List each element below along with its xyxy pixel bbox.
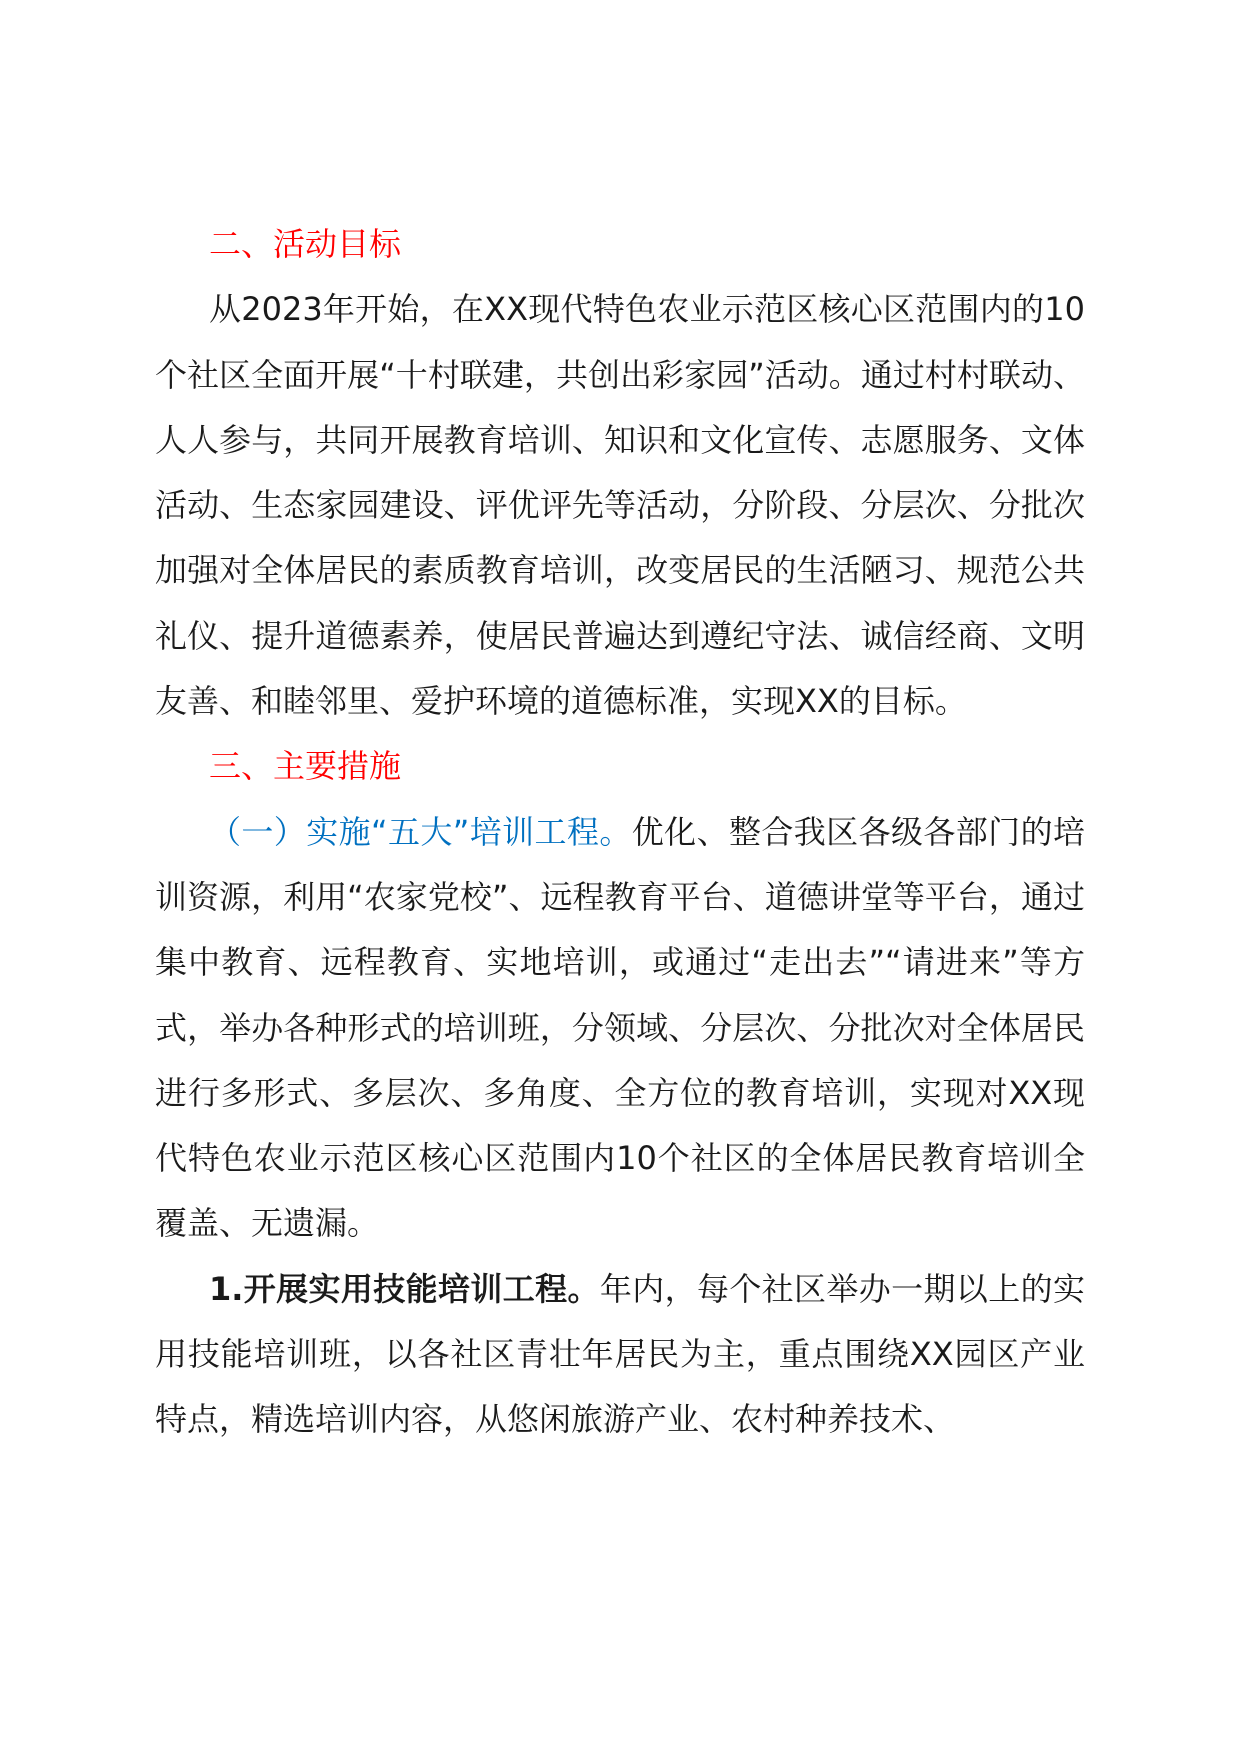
section-heading-measures: 三、主要措施 bbox=[209, 747, 402, 786]
measure-one-title: （一）实施“五大”培训工程。 bbox=[209, 812, 632, 851]
goals-paragraph: 从2023年开始，在XX现代特色农业示范区核心区范围内的10个社区全面开展“十村联建，共创出彩家园”活动。通过村村联动、人人参与，共同开展教育培训、知识和文化宣传、志愿服务、文体活动、生态家园建设、评优评先等活动，分阶段、分层次、分批次加强对全体居民的素质教育培训，改变居民的生活陋习、规范公共礼仪、提升道德素养，使居民普遍达到遵纪守法、诚信经商、文明友善、和睦邻里、爱护环境的道德标准，实现XX的目标。 bbox=[155, 290, 1085, 721]
item-one-body: 年内，每个社区举办一期以上的实用技能培训班，以各社区青壮年居民为主，重点围绕XX园区产业特点，精选培训内容，从悠闲旅游产业、农村种养技术、 bbox=[155, 1269, 1085, 1439]
measure-one-body: 优化、整合我区各级各部门的培训资源，利用“农家党校”、远程教育平台、道德讲堂等平台，通过集中教育、远程教育、实地培训，或通过“走出去”“请进来”等方式，举办各种形式的培训班，分领域、分层次、分批次对全体居民进行多形式、多层次、多角度、全方位的教育培训，实现对XX现代特色农业示范区核心区范围内10个社区的全体居民教育培训全覆盖、无遗漏。 bbox=[155, 812, 1085, 1243]
section-heading-goals: 二、活动目标 bbox=[209, 225, 402, 263]
item-one-paragraph bbox=[155, 1257, 1085, 1453]
item-one-title: 1.开展实用技能培训工程。 bbox=[209, 1269, 600, 1308]
document-page bbox=[155, 212, 1085, 1453]
measure-one-paragraph bbox=[155, 800, 1085, 1257]
